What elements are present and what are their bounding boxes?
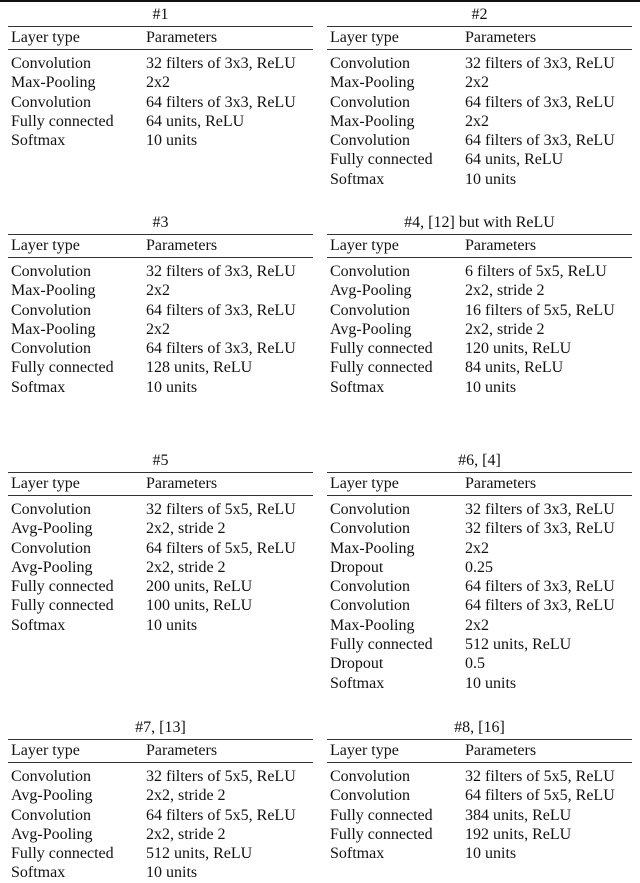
table-row xyxy=(8,577,313,596)
layer-type-cell: Max-Pooling xyxy=(11,320,96,338)
parameters-cell: 120 units, ReLU xyxy=(465,340,572,358)
table-row xyxy=(8,500,313,519)
parameters-cell: 16 filters of 5x5, ReLU xyxy=(465,301,615,319)
table-row xyxy=(8,539,313,558)
table-row xyxy=(8,112,313,131)
table-row xyxy=(327,339,632,358)
network-table-8 xyxy=(327,717,632,863)
parameters-cell: 64 filters of 3x3, ReLU xyxy=(146,301,296,319)
table-row xyxy=(8,320,313,339)
table-row xyxy=(327,170,632,189)
parameters-cell: 10 units xyxy=(465,170,517,188)
table-row xyxy=(327,539,632,558)
parameters-cell: 32 filters of 3x3, ReLU xyxy=(465,520,615,538)
parameters-cell: 2x2, stride 2 xyxy=(146,520,226,538)
layer-type-cell: Avg-Pooling xyxy=(11,520,93,538)
parameters-cell: 10 units xyxy=(146,132,198,150)
table-row xyxy=(8,93,313,112)
table-row xyxy=(327,358,632,377)
layer-type-cell: Convolution xyxy=(11,768,92,785)
parameters-cell: 2x2, stride 2 xyxy=(465,282,545,300)
layer-type-cell: Fully connected xyxy=(330,806,433,824)
table-row xyxy=(8,786,313,805)
layer-type-cell: Convolution xyxy=(11,806,92,824)
layer-type-cell: Convolution xyxy=(330,787,411,805)
parameters-cell: 0.5 xyxy=(465,655,485,673)
header-parameters: Parameters xyxy=(146,742,218,759)
parameters-cell: 32 filters of 3x3, ReLU xyxy=(465,55,615,72)
parameters-cell: 64 filters of 3x3, ReLU xyxy=(146,340,296,358)
table-row xyxy=(8,54,313,73)
header-row xyxy=(8,473,313,495)
network-table-7 xyxy=(8,717,313,883)
parameters-cell: 32 filters of 5x5, ReLU xyxy=(146,501,296,518)
table-body xyxy=(327,258,632,397)
table-row xyxy=(327,596,632,615)
layer-type-cell: Convolution xyxy=(330,768,411,785)
table-row xyxy=(8,616,313,635)
table-row xyxy=(8,131,313,150)
table-row xyxy=(327,786,632,805)
header-layer-type: Layer type xyxy=(330,475,399,492)
layer-type-cell: Convolution xyxy=(330,578,411,596)
table-row xyxy=(8,825,313,844)
parameters-cell: 10 units xyxy=(465,378,517,396)
header-row xyxy=(8,27,313,49)
parameters-cell: 2x2, stride 2 xyxy=(146,825,226,843)
table-row xyxy=(327,577,632,596)
table-row xyxy=(327,767,632,786)
network-table-4 xyxy=(327,212,632,397)
parameters-cell: 0.25 xyxy=(465,558,493,576)
table-row xyxy=(327,825,632,844)
table-row xyxy=(327,635,632,654)
network-table-3 xyxy=(8,212,313,397)
header-row xyxy=(327,473,632,495)
parameters-cell: 32 filters of 3x3, ReLU xyxy=(146,263,296,280)
layer-type-cell: Convolution xyxy=(330,132,411,150)
layer-type-cell: Max-Pooling xyxy=(11,74,96,92)
layer-type-cell: Fully connected xyxy=(11,359,114,377)
table-row xyxy=(8,262,313,281)
layer-type-cell: Fully connected xyxy=(11,578,114,596)
parameters-cell: 192 units, ReLU xyxy=(465,825,572,843)
layer-type-cell: Convolution xyxy=(330,301,411,319)
table-body xyxy=(327,496,632,693)
layer-type-cell: Avg-Pooling xyxy=(330,282,412,300)
table-body xyxy=(327,763,632,863)
parameters-cell: 128 units, ReLU xyxy=(146,359,253,377)
header-layer-type: Layer type xyxy=(330,742,399,759)
network-table-2 xyxy=(327,4,632,189)
table-row xyxy=(8,73,313,92)
parameters-cell: 2x2 xyxy=(465,112,489,130)
layer-type-cell: Softmax xyxy=(330,674,385,692)
table-row xyxy=(327,616,632,635)
layer-type-cell: Fully connected xyxy=(11,845,114,863)
parameters-cell: 512 units, ReLU xyxy=(146,845,253,863)
table-body xyxy=(8,496,313,635)
header-parameters: Parameters xyxy=(465,237,537,254)
layer-type-cell: Avg-Pooling xyxy=(11,825,93,843)
table-row xyxy=(327,131,632,150)
table-row xyxy=(327,54,632,73)
parameters-cell: 64 filters of 5x5, ReLU xyxy=(465,787,615,805)
table-row xyxy=(8,767,313,786)
header-layer-type: Layer type xyxy=(11,475,80,492)
table-title: #1 xyxy=(152,6,169,23)
layer-type-cell: Softmax xyxy=(11,864,66,882)
table-row xyxy=(327,262,632,281)
layer-type-cell: Avg-Pooling xyxy=(11,787,93,805)
layer-type-cell: Softmax xyxy=(330,170,385,188)
parameters-cell: 32 filters of 3x3, ReLU xyxy=(465,501,615,518)
parameters-cell: 2x2 xyxy=(465,539,489,557)
parameters-cell: 2x2 xyxy=(146,282,170,300)
layer-type-cell: Convolution xyxy=(330,597,411,615)
parameters-cell: 2x2 xyxy=(465,74,489,92)
layer-type-cell: Softmax xyxy=(11,616,66,634)
parameters-cell: 64 filters of 3x3, ReLU xyxy=(465,93,615,111)
layer-type-cell: Fully connected xyxy=(330,340,433,358)
table-body xyxy=(8,258,313,397)
parameters-cell: 512 units, ReLU xyxy=(465,636,572,654)
parameters-cell: 200 units, ReLU xyxy=(146,578,253,596)
parameters-cell: 84 units, ReLU xyxy=(465,359,564,377)
layer-type-cell: Convolution xyxy=(11,340,92,358)
layer-type-cell: Softmax xyxy=(330,845,385,863)
parameters-cell: 64 filters of 3x3, ReLU xyxy=(465,597,615,615)
layer-type-cell: Fully connected xyxy=(11,597,114,615)
parameters-cell: 2x2, stride 2 xyxy=(146,787,226,805)
parameters-cell: 64 units, ReLU xyxy=(146,112,245,130)
table-row xyxy=(8,301,313,320)
parameters-cell: 10 units xyxy=(146,864,198,882)
table-body xyxy=(8,50,313,150)
layer-type-cell: Max-Pooling xyxy=(330,74,415,92)
layer-type-cell: Avg-Pooling xyxy=(330,320,412,338)
parameters-cell: 64 filters of 5x5, ReLU xyxy=(146,539,296,557)
table-row xyxy=(8,806,313,825)
layer-type-cell: Convolution xyxy=(330,520,411,538)
table-row xyxy=(327,93,632,112)
layer-type-cell: Softmax xyxy=(11,378,66,396)
table-row xyxy=(327,500,632,519)
layer-type-cell: Convolution xyxy=(11,539,92,557)
table-row xyxy=(327,281,632,300)
header-layer-type: Layer type xyxy=(11,742,80,759)
header-row xyxy=(8,740,313,762)
table-row xyxy=(327,654,632,673)
parameters-cell: 10 units xyxy=(146,378,198,396)
layer-type-cell: Softmax xyxy=(330,378,385,396)
table-row xyxy=(8,281,313,300)
layer-type-cell: Max-Pooling xyxy=(330,539,415,557)
layer-type-cell: Max-Pooling xyxy=(330,112,415,130)
table-row xyxy=(8,596,313,615)
table-body xyxy=(8,763,313,883)
table-row xyxy=(327,558,632,577)
table-row xyxy=(8,558,313,577)
header-parameters: Parameters xyxy=(146,237,218,254)
layer-type-cell: Fully connected xyxy=(330,359,433,377)
parameters-cell: 10 units xyxy=(465,674,517,692)
table-row xyxy=(327,519,632,538)
table-row xyxy=(327,150,632,169)
table-row xyxy=(8,339,313,358)
table-title: #7, [13] xyxy=(135,719,186,736)
layer-type-cell: Max-Pooling xyxy=(330,616,415,634)
header-parameters: Parameters xyxy=(465,475,537,492)
network-table-6 xyxy=(327,450,632,693)
table-row xyxy=(8,378,313,397)
header-parameters: Parameters xyxy=(465,742,537,759)
layer-type-cell: Avg-Pooling xyxy=(11,558,93,576)
layer-type-cell: Dropout xyxy=(330,558,384,576)
parameters-cell: 64 filters of 3x3, ReLU xyxy=(465,578,615,596)
layer-type-cell: Fully connected xyxy=(330,151,433,169)
layer-type-cell: Convolution xyxy=(330,263,411,280)
layer-type-cell: Softmax xyxy=(11,132,66,150)
parameters-cell: 10 units xyxy=(146,616,198,634)
parameters-cell: 2x2 xyxy=(146,74,170,92)
header-parameters: Parameters xyxy=(146,475,218,492)
layer-type-cell: Convolution xyxy=(11,501,92,518)
header-parameters: Parameters xyxy=(465,29,537,46)
parameters-cell: 64 filters of 3x3, ReLU xyxy=(146,93,296,111)
parameters-cell: 64 units, ReLU xyxy=(465,151,564,169)
layer-type-cell: Convolution xyxy=(330,55,411,72)
table-row xyxy=(327,674,632,693)
header-layer-type: Layer type xyxy=(11,29,80,46)
layer-type-cell: Fully connected xyxy=(330,825,433,843)
table-row xyxy=(8,358,313,377)
parameters-cell: 10 units xyxy=(465,845,517,863)
parameters-cell: 32 filters of 3x3, ReLU xyxy=(146,55,296,72)
network-table-1 xyxy=(8,4,313,150)
parameters-cell: 32 filters of 5x5, ReLU xyxy=(146,768,296,785)
table-body xyxy=(327,50,632,189)
table-row xyxy=(327,320,632,339)
parameters-cell: 64 filters of 5x5, ReLU xyxy=(146,806,296,824)
table-title: #3 xyxy=(152,214,169,231)
parameters-cell: 2x2, stride 2 xyxy=(465,320,545,338)
layer-type-cell: Convolution xyxy=(330,501,411,518)
header-layer-type: Layer type xyxy=(330,237,399,254)
parameters-cell: 100 units, ReLU xyxy=(146,597,253,615)
layer-type-cell: Max-Pooling xyxy=(11,282,96,300)
header-row xyxy=(327,235,632,257)
header-layer-type: Layer type xyxy=(11,237,80,254)
network-table-5 xyxy=(8,450,313,635)
parameters-cell: 2x2 xyxy=(146,320,170,338)
table-row xyxy=(327,806,632,825)
header-row xyxy=(8,235,313,257)
layer-type-cell: Dropout xyxy=(330,655,384,673)
table-row xyxy=(327,112,632,131)
layer-type-cell: Fully connected xyxy=(11,112,114,130)
table-title: #6, [4] xyxy=(458,452,501,469)
layer-type-cell: Convolution xyxy=(11,263,92,280)
top-rule xyxy=(0,0,640,2)
table-row xyxy=(327,301,632,320)
layer-type-cell: Convolution xyxy=(11,301,92,319)
parameters-cell: 6 filters of 5x5, ReLU xyxy=(465,263,607,280)
parameters-cell: 2x2, stride 2 xyxy=(146,558,226,576)
table-title: #5 xyxy=(152,452,169,469)
table-title: #8, [16] xyxy=(454,719,505,736)
header-parameters: Parameters xyxy=(146,29,218,46)
layer-type-cell: Convolution xyxy=(330,93,411,111)
table-row xyxy=(327,73,632,92)
parameters-cell: 64 filters of 3x3, ReLU xyxy=(465,132,615,150)
header-row xyxy=(327,740,632,762)
parameters-cell: 2x2 xyxy=(465,616,489,634)
layer-type-cell: Convolution xyxy=(11,93,92,111)
parameters-cell: 384 units, ReLU xyxy=(465,806,572,824)
table-title: #2 xyxy=(471,6,488,23)
table-row xyxy=(8,519,313,538)
header-layer-type: Layer type xyxy=(330,29,399,46)
layer-type-cell: Convolution xyxy=(11,55,92,72)
table-row xyxy=(8,863,313,882)
header-row xyxy=(327,27,632,49)
table-row xyxy=(327,378,632,397)
parameters-cell: 32 filters of 5x5, ReLU xyxy=(465,768,615,785)
layer-type-cell: Fully connected xyxy=(330,636,433,654)
table-title: #4, [12] but with ReLU xyxy=(404,214,555,231)
